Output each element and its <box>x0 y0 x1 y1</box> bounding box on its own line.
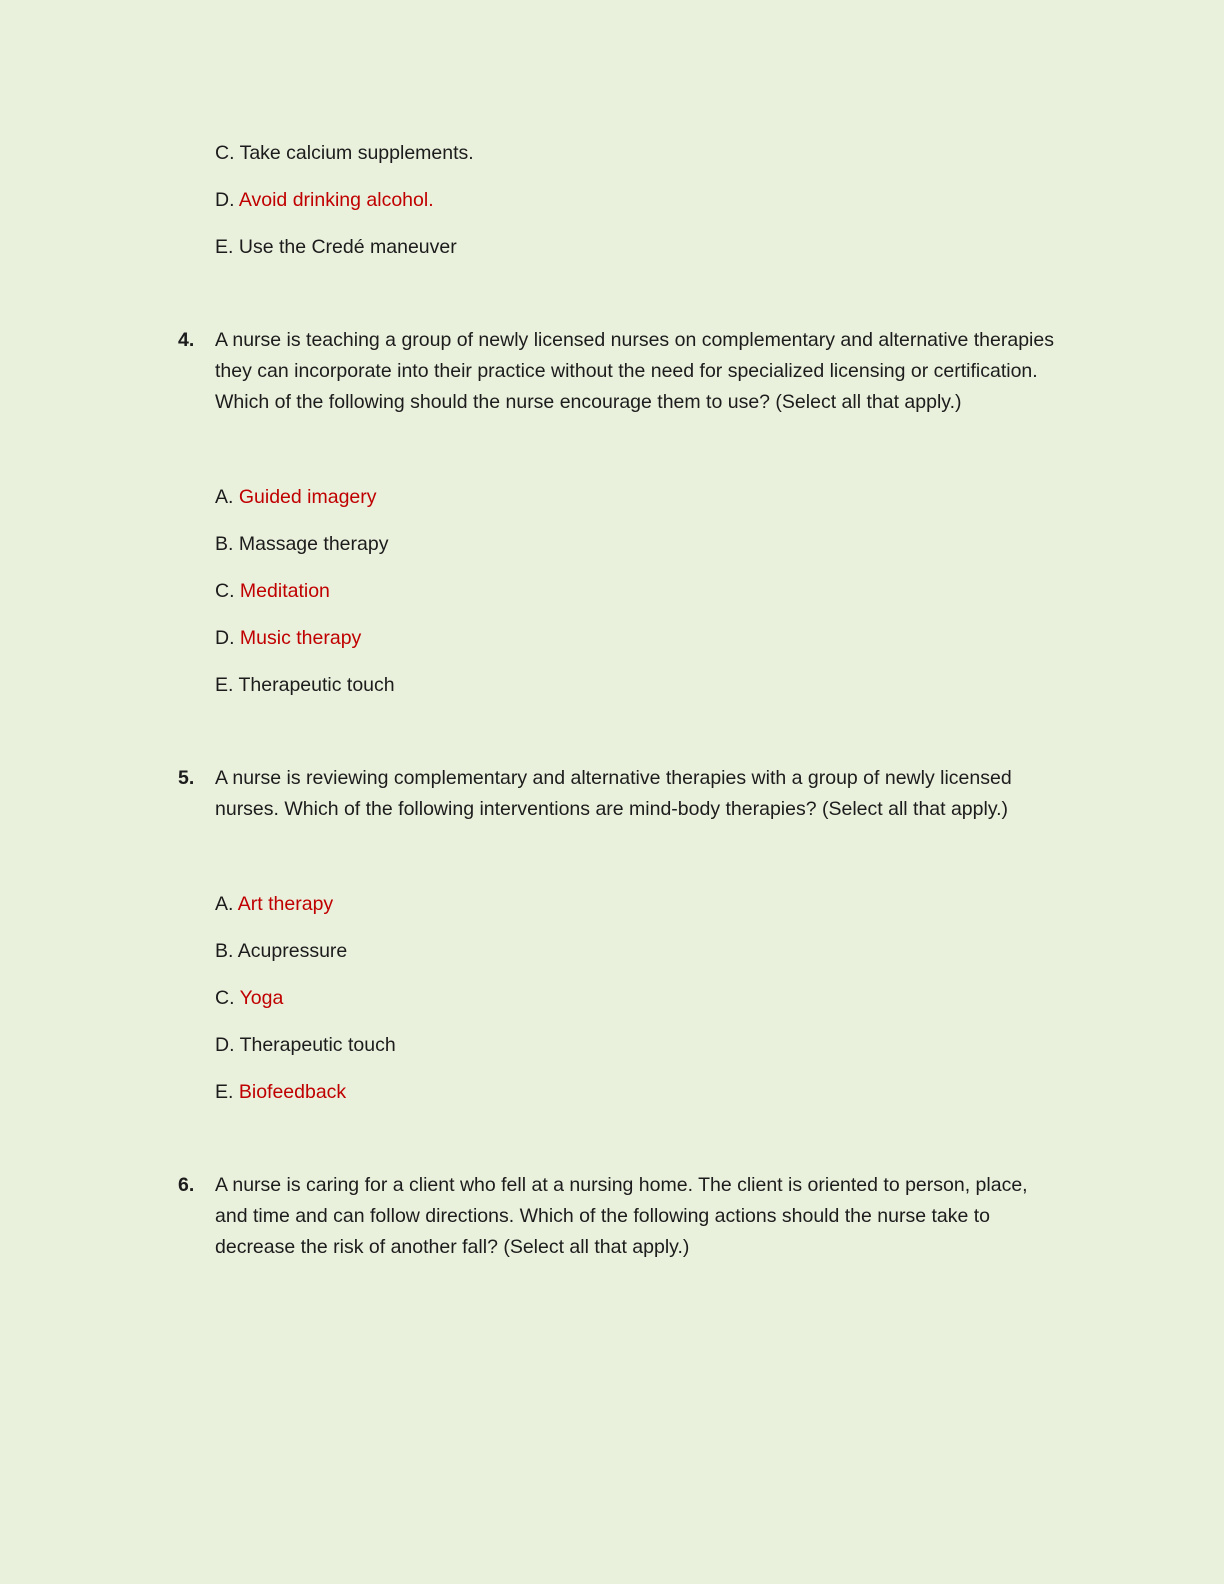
answer-option <box>215 670 1058 701</box>
option-letter: D. <box>215 189 235 211</box>
option-text-correct: Yoga <box>239 987 284 1009</box>
option-text: Therapeutic touch <box>238 674 395 696</box>
question-number: 5. <box>178 767 195 789</box>
option-letter: E. <box>215 674 234 696</box>
answer-option <box>215 1077 1058 1108</box>
answer-option <box>215 529 1058 560</box>
answer-option <box>215 576 1058 607</box>
question-block <box>178 763 1058 825</box>
options-list <box>215 889 1058 1108</box>
answer-option <box>215 936 1058 967</box>
option-text-correct: Meditation <box>239 580 330 602</box>
option-text-correct: Guided imagery <box>238 486 377 508</box>
option-letter: C. <box>215 987 235 1009</box>
option-letter: D. <box>215 1034 235 1056</box>
answer-option <box>215 623 1058 654</box>
leading-options-list <box>215 138 1058 263</box>
option-letter: A. <box>215 893 234 915</box>
option-text-correct: Biofeedback <box>238 1081 347 1103</box>
option-letter: B. <box>215 940 234 962</box>
option-text: Use the Credé maneuver <box>238 236 457 258</box>
option-letter: A. <box>215 486 234 508</box>
option-letter: B. <box>215 533 234 555</box>
option-text-correct: Music therapy <box>239 627 362 649</box>
option-letter: C. <box>215 142 235 164</box>
option-text-correct: Avoid drinking alcohol. <box>238 189 434 211</box>
question-block <box>178 1170 1058 1263</box>
answer-option <box>215 983 1058 1014</box>
question-text: A nurse is reviewing complementary and alternative therapies with a group of newly licensed nurses. Which of the following interventions are mind-body therapies? (Select all that apply.) <box>215 767 1012 820</box>
option-letter: E. <box>215 236 234 258</box>
option-text-correct: Art therapy <box>237 893 334 915</box>
question-block <box>178 325 1058 418</box>
option-text: Take calcium supplements. <box>239 142 474 164</box>
answer-option <box>215 185 1058 216</box>
question-text: A nurse is caring for a client who fell at a nursing home. The client is oriented to person, place, and time and can follow directions. Which of the following actions should the nurse take to decrease the risk of another fall? (Select all that apply.) <box>215 1174 1028 1258</box>
option-letter: D. <box>215 627 235 649</box>
option-letter: C. <box>215 580 235 602</box>
answer-option <box>215 889 1058 920</box>
question-number: 4. <box>178 329 195 351</box>
option-text: Massage therapy <box>238 533 389 555</box>
option-letter: E. <box>215 1081 234 1103</box>
question-text: A nurse is teaching a group of newly licensed nurses on complementary and alternative therapies they can incorporate into their practice without the need for specialized licensing or certification. Which of the following should the nurse encourage them to use? (Select all that apply.) <box>215 329 1054 413</box>
options-list <box>215 482 1058 701</box>
option-text: Acupressure <box>237 940 348 962</box>
answer-option <box>215 1030 1058 1061</box>
answer-option <box>215 232 1058 263</box>
answer-option <box>215 138 1058 169</box>
option-text: Therapeutic touch <box>239 1034 396 1056</box>
question-number: 6. <box>178 1174 195 1196</box>
answer-option <box>215 482 1058 513</box>
